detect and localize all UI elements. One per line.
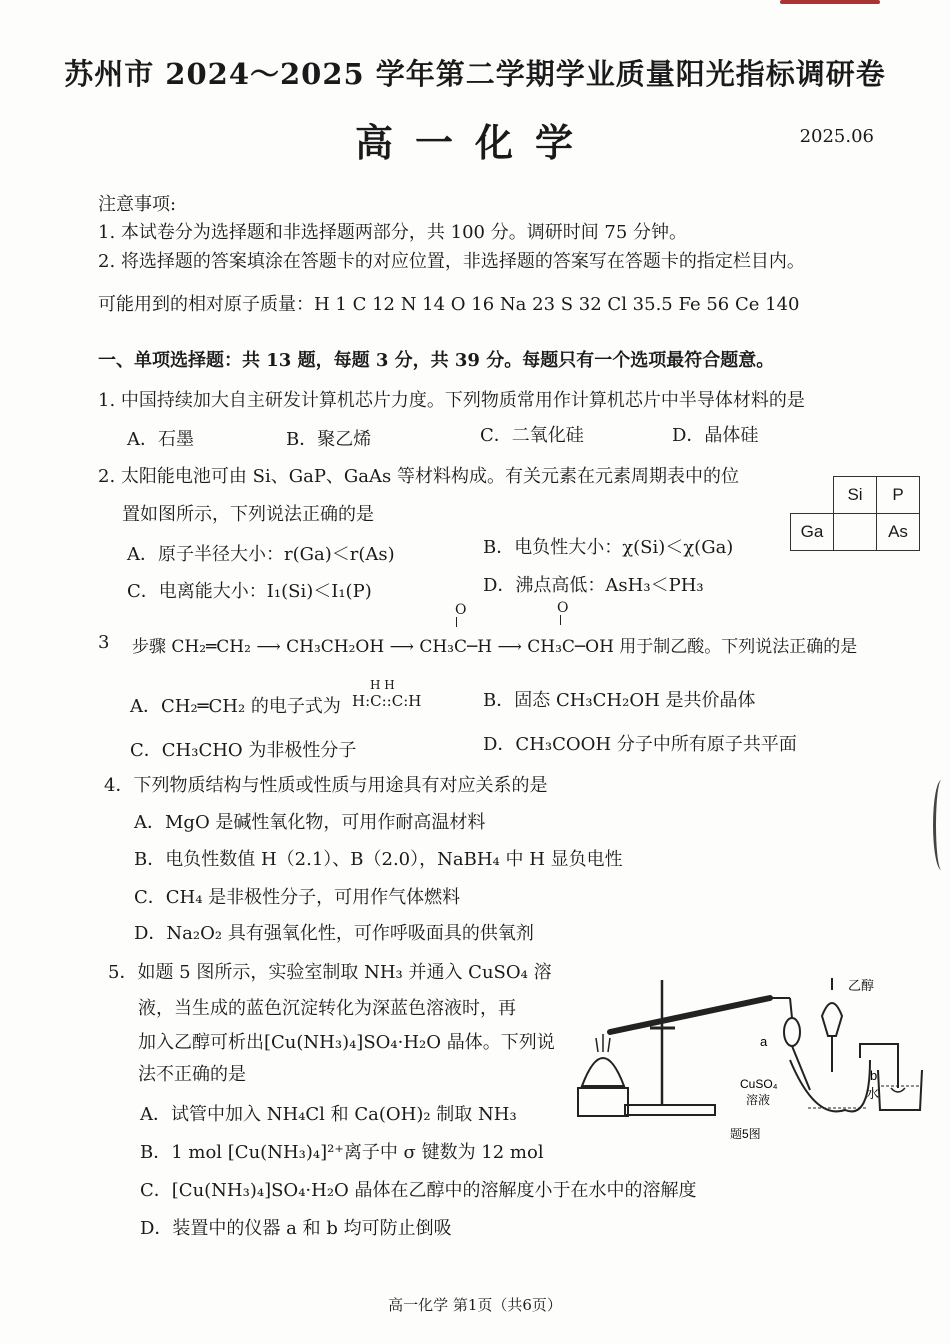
q3-option-c: C．CH₃CHO 为非极性分子 (130, 740, 357, 761)
notice-item-2: 2. 将选择题的答案填涂在答题卡的对应位置，非选择题的答案写在答题卡的指定栏目内。 (98, 251, 805, 272)
q4-option-c: C．CH₄ 是非极性分子，可用作气体燃料 (134, 887, 461, 908)
periodic-table-fragment (790, 476, 920, 551)
q3-electron-formula: H:C::C:H (352, 692, 422, 710)
q1-option-d: D．晶体硅 (672, 425, 759, 446)
q2-option-a: A．原子半径大小：r(Ga)＜r(As) (127, 544, 395, 565)
subject-title: 高一化学 (354, 120, 595, 165)
q1-stem: 1. 中国持续加大自主研发计算机芯片力度。下列物质常用作计算机芯片中半导体材料的是 (98, 390, 805, 411)
notice-heading: 注意事项: (98, 194, 177, 215)
water-beaker (878, 1070, 922, 1110)
q5-option-a: A．试管中加入 NH₄Cl 和 Ca(OH)₂ 制取 NH₃ (140, 1104, 517, 1125)
burner-block (578, 1088, 628, 1116)
scan-mark (780, 0, 880, 4)
section-heading: 一、单项选择题：共 13 题，每题 3 分，共 39 分。每题只有一个选项最符合题意。 (98, 350, 775, 371)
q5-option-d: D．装置中的仪器 a 和 b 均可防止倒吸 (140, 1218, 452, 1239)
q3-option-d: D．CH₃COOH 分子中所有原子共平面 (483, 734, 797, 755)
q1-option-a: A．石墨 (127, 429, 194, 450)
stand-base (625, 1105, 715, 1115)
separatory-funnel (822, 1003, 842, 1036)
label-a: a (760, 1034, 768, 1049)
three-neck-flask (790, 1060, 870, 1111)
q5-stem-line2: 液，当生成的蓝色沉淀转化为深蓝色溶液时，再 (138, 998, 516, 1019)
q1-option-c: C．二氧化硅 (480, 425, 584, 446)
q4-option-b: B．电负性数值 H（2.1）、B（2.0），NaBH₄ 中 H 显负电性 (134, 849, 623, 870)
flame (596, 1034, 610, 1052)
q5-stem-line1: 5．如题 5 图所示，实验室制取 NH₃ 并通入 CuSO₄ 溶 (108, 962, 552, 983)
pt-cell-si: Si (834, 477, 877, 514)
exam-date: 2025.06 (799, 126, 874, 147)
pt-cell-ga: Ga (791, 514, 834, 551)
notice-item-1: 1. 本试卷分为选择题和非选择题两部分，共 100 分。调研时间 75 分钟。 (98, 222, 688, 243)
q5-option-b: B．1 mol [Cu(NH₃)₄]²⁺离子中 σ 键数为 12 mol (140, 1142, 544, 1163)
q5-option-c: C．[Cu(NH₃)₄]SO₄·H₂O 晶体在乙醇中的溶解度小于在水中的溶解度 (140, 1180, 697, 1201)
q3-option-b: B．固态 CH₃CH₂OH 是共价晶体 (483, 690, 756, 711)
scan-edge-mark (933, 780, 950, 870)
q5-stem-line3: 加入乙醇可析出[Cu(NH₃)₄]SO₄·H₂O 晶体。下列说 (138, 1032, 555, 1053)
exam-title: 苏州市 2024～2025 学年第二学期学业质量阳光指标调研卷 (64, 57, 886, 91)
q3-carbonyl-o1: O (455, 602, 467, 618)
q3-number: 3 (98, 632, 110, 653)
apparatus-a-bulb (784, 1018, 800, 1046)
q5-apparatus-figure (570, 960, 930, 1145)
label-water: 水 (866, 1086, 880, 1101)
pt-cell-p: P (877, 477, 920, 514)
label-cuso4: CuSO₄ (740, 1077, 778, 1091)
q5-stem-line4: 法不正确的是 (138, 1064, 246, 1085)
q3-double-bond-2 (560, 615, 563, 625)
q2-option-d: D．沸点高低：AsH₃＜PH₃ (483, 575, 704, 596)
q2-option-b: B．电负性大小：χ(Si)＜χ(Ga) (483, 537, 734, 558)
q2-option-c: C．电离能大小：I₁(Si)＜I₁(P) (127, 581, 372, 602)
q4-option-d: D．Na₂O₂ 具有强氧化性，可作呼吸面具的供氧剂 (134, 923, 534, 944)
q4-option-a: A．MgO 是碱性氧化物，可用作耐高温材料 (134, 812, 486, 833)
page-footer: 高一化学 第1页（共6页） (388, 1296, 562, 1314)
label-solution: 溶液 (746, 1093, 771, 1107)
q2-stem-line1: 2. 太阳能电池可由 Si、GaP、GaAs 等材料构成。有关元素在元素周期表中的位 (98, 466, 739, 487)
q3-carbonyl-o2: O (557, 600, 569, 616)
label-ethanol: 乙醇 (848, 978, 875, 993)
atomic-mass-line: 可能用到的相对原子质量：H 1 C 12 N 14 O 16 Na 23 S 32 Cl 35.5 Fe 56 Ce 140 (98, 294, 800, 315)
test-tube (610, 998, 770, 1032)
alcohol-lamp (582, 1058, 624, 1086)
apparatus-b-funnel (891, 1088, 905, 1092)
label-b: b (870, 1068, 878, 1083)
q3-stem: 步骤 CH₂═CH₂ ⟶ CH₃CH₂OH ⟶ CH₃C─H ⟶ CH₃C─OH 用于制乙酸。下列说法正确的是 (132, 637, 858, 657)
q2-stem-line2: 置如图所示，下列说法正确的是 (122, 504, 374, 525)
q4-stem: 4．下列物质结构与性质或性质与用途具有对应关系的是 (104, 775, 548, 796)
pt-cell-as: As (877, 514, 920, 551)
q3-option-a: A．CH₂═CH₂ 的电子式为 (130, 696, 341, 717)
q1-option-b: B．聚乙烯 (286, 429, 372, 450)
q3-double-bond-1 (456, 617, 459, 627)
q3-electron-h-top: H H (370, 678, 395, 692)
figure-caption: 题5图 (730, 1127, 761, 1141)
